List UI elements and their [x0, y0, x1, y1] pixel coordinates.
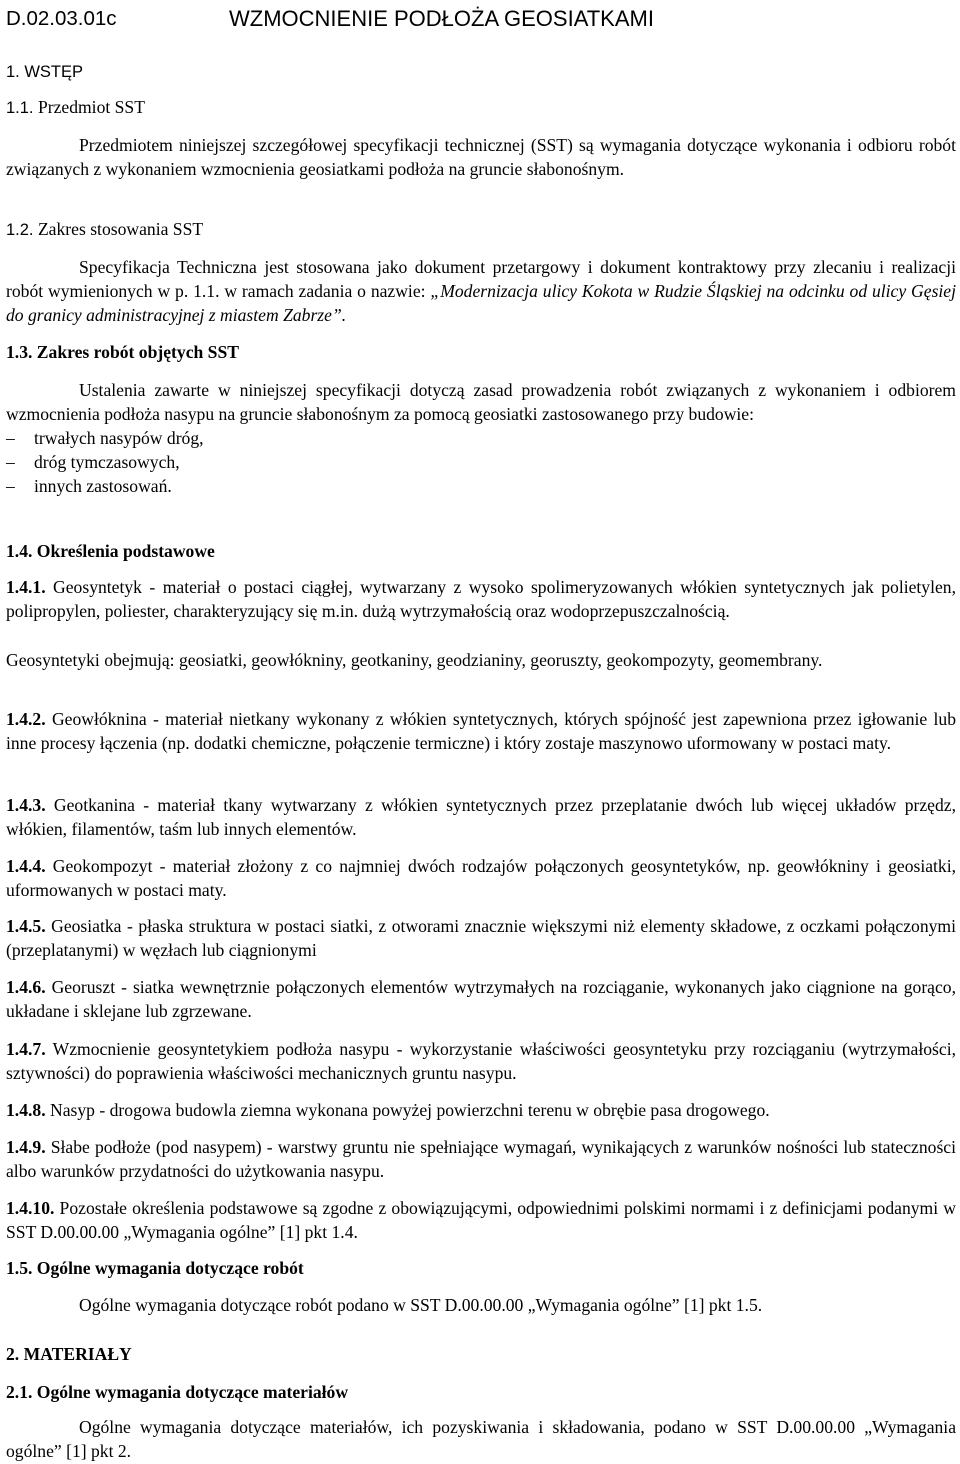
definition-1-4-1: 1.4.1. Geosyntetyk - materiał o postaci ciągłej, wytwarzany z wysoko spolimeryzowanych włókien syntetycznych jak polietylen, polipropylen, poliester, charakteryzujący się m.in. dużą wytrzymałością oraz wodoprzepuszczalnością.	[6, 577, 956, 621]
section-number: 1.2.	[6, 221, 34, 239]
section-1-2-heading	[6, 217, 956, 242]
section-1-5-text: Ogólne wymagania dotyczące robót podano w SST D.00.00.00 „Wymagania ogólne” [1] pkt 1.5.	[79, 1295, 763, 1315]
section-2-1-text: Ogólne wymagania dotyczące materiałów, ich pozyskiwania i składowania, podano w SST D.00.00.00 „Wymagania ogólne” [1] pkt 2.	[6, 1417, 956, 1461]
page-header	[6, 5, 956, 35]
section-1-1-heading	[6, 95, 956, 120]
list-item: – trwałych nasypów dróg,	[6, 428, 204, 448]
section-title: Określenia podstawowe	[36, 541, 215, 561]
section-title: Ogólne wymagania dotyczące materiałów	[36, 1382, 349, 1402]
definition-1-4-4: 1.4.4. Geokompozyt - materiał złożony z co najmniej dwóch rodzajów połączonych geosyntetyków, np. geowłókniny i geosiatki, uformowanych w postaci maty.	[6, 856, 957, 900]
section-number: 2.1.	[6, 1382, 33, 1402]
geosynthetics-list-text: Geosyntetyki obejmują: geosiatki, geowłókniny, geotkaniny, geodzianiny, georuszty, geokompozyty, geomembrany.	[6, 650, 823, 670]
section-1-4-heading	[6, 539, 956, 563]
definition-1-4-7: 1.4.7. Wzmocnienie geosyntetykiem podłoża nasypu - wykorzystanie właściwości geosyntetyku przy rozciąganiu (wytrzymałości, sztywności) do poprawienia właściwości mechanicznych gruntu nasypu.	[6, 1039, 956, 1083]
section-title: Przedmiot SST	[37, 97, 145, 117]
section-number: 1.3.	[6, 342, 33, 362]
list-item: – dróg tymczasowych,	[6, 452, 180, 472]
section-1-3-text: Ustalenia zawarte w niniejszej specyfikacji dotyczą zasad prowadzenia robót związanych z wykonaniem i odbiorem wzmocnienia podłoża nasypu na gruncie słabonośnym za pomocą geosiatki zastosowanego przy budowie:	[6, 380, 956, 424]
section-2-1-heading	[6, 1380, 956, 1404]
section-1-heading: 1. WSTĘP	[6, 63, 84, 81]
dash-marker: –	[6, 428, 15, 448]
dash-marker: –	[6, 452, 15, 472]
section-title: Zakres robót objętych SST	[36, 342, 239, 362]
definition-1-4-2: 1.4.2. Geowłóknina - materiał nietkany wykonany z włókien syntetycznych, których spójność jest zapewniona przez igłowanie lub inne procesy łączenia (np. dodatki chemiczne, połączenie termiczne) i który zostaje maszynowo uformowany w postaci maty.	[6, 709, 957, 753]
dash-marker: –	[6, 476, 15, 496]
list-item: – innych zastosowań.	[6, 476, 172, 496]
definition-1-4-10: 1.4.10. Pozostałe określenia podstawowe są zgodne z obowiązującymi, odpowiednimi polskimi normami i z definicjami podanymi w SST D.00.00.00 „Wymagania ogólne” [1] pkt 1.4.	[6, 1198, 956, 1242]
definition-1-4-9: 1.4.9. Słabe podłoże (pod nasypem) - warstwy gruntu nie spełniające wymagań, wynikających z warunków nośności lub stateczności albo warunków przydatności do użytkowania nasypu.	[6, 1137, 956, 1181]
section-1-3-heading	[6, 340, 956, 364]
project-name: „Modernizacja ulicy Kokota w Rudzie Śląskiej na odcinku od ulicy Gęsiej do granicy administracyjnej z miastem Zabrze”.	[6, 281, 956, 325]
section-number: 1.1.	[6, 99, 34, 117]
spec-code: D.02.03.01c	[6, 7, 117, 30]
application-list	[6, 426, 956, 498]
definition-1-4-5: 1.4.5. Geosiatka - płaska struktura w postaci siatki, z otworami znacznie większymi niż elementy składowe, z oczkami połączonymi (przeplatanymi) w węzłach lub ciągnionymi	[6, 916, 956, 960]
spec-title: WZMOCNIENIE PODŁOŻA GEOSIATKAMI	[229, 6, 654, 31]
definition-1-4-8: 1.4.8. Nasyp - drogowa budowla ziemna wykonana powyżej powierzchni terenu w obrębie pasa drogowego.	[6, 1100, 770, 1120]
definition-1-4-3: 1.4.3. Geotkanina - materiał tkany wytwarzany z włókien syntetycznych przez przeplatanie dwóch lub więcej układów przędz, włókien, filamentów, taśm lub innych elementów.	[6, 795, 956, 839]
section-1-3-body	[6, 378, 956, 498]
section-1-5-heading	[6, 1256, 956, 1280]
section-title: Ogólne wymagania dotyczące robót	[36, 1258, 304, 1278]
section-number: 1.4.	[6, 541, 33, 561]
section-2-heading: 2. MATERIAŁY	[6, 1344, 132, 1364]
scope-text: Specyfikacja Techniczna jest stosowana jako dokument przetargowy i dokument kontraktowy przy zlecaniu i realizacji robót wymienionych w p. 1.1. w ramach zadania o nazwie:	[6, 257, 956, 301]
section-1-1-text: Przedmiotem niniejszej szczegółowej specyfikacji technicznej (SST) są wymagania dotyczące wykonania i odbioru robót związanych z wykonaniem wzmocnienia geosiatkami podłoża na gruncie słabonośnym.	[6, 135, 956, 179]
section-1-2-text	[6, 255, 956, 327]
section-number: 1.5.	[6, 1258, 33, 1278]
section-title: Zakres stosowania SST	[37, 219, 204, 239]
definition-1-4-6: 1.4.6. Georuszt - siatka wewnętrznie połączonych elementów wytrzymałych na rozciąganie, wykonanych jako ciągnione na gorąco, układane i sklejane lub zgrzewane.	[6, 977, 956, 1021]
